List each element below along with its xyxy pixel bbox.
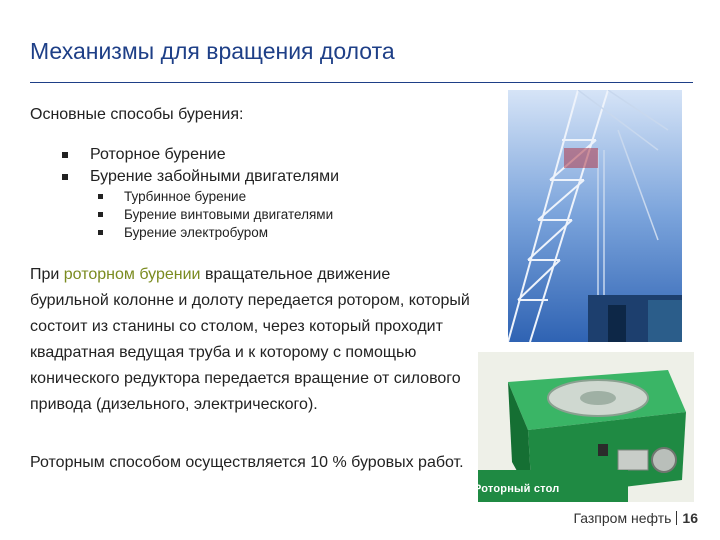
list-item [62, 166, 339, 188]
square-bullet-icon [62, 152, 68, 158]
highlighted-term: роторном бурении [63, 266, 201, 283]
title-divider [30, 82, 693, 83]
share-paragraph: Роторным способом осуществляется 10 % буровых работ. [30, 454, 464, 471]
footer-brand: Газпром нефть [573, 510, 672, 526]
list-item [98, 188, 333, 206]
drilling-rig-photo [508, 90, 682, 342]
drilling-methods-list [62, 144, 339, 188]
slide-footer [573, 510, 698, 526]
footer-divider [676, 511, 677, 525]
list-item-label: Турбинное бурение [124, 189, 247, 204]
slide-title: Механизмы для вращения долота [30, 38, 395, 64]
list-item-label: Бурение забойными двигателями [90, 168, 340, 185]
downhole-motor-sublist [98, 188, 333, 242]
list-item [98, 224, 333, 242]
square-bullet-icon [98, 194, 103, 199]
square-bullet-icon [98, 230, 103, 235]
paragraph-prefix: При [30, 266, 64, 283]
square-bullet-icon [98, 212, 103, 217]
rotary-table-photo [478, 352, 694, 502]
page-number: 16 [682, 510, 698, 526]
list-item [62, 144, 339, 166]
intro-text: Основные способы бурения: [30, 106, 244, 123]
paragraph-body: вращательное движение бурильной колонне и долоту передается ротором, который состоит из станины со столом, через который проходит квадратная ведущая труба и к которому с помощью конического редуктора передается вращение от силового привода (дизельного, электрического). [30, 266, 470, 413]
rotary-table-caption: Роторный стол [474, 483, 560, 495]
list-item [98, 206, 333, 224]
list-item-label: Бурение винтовыми двигателями [124, 207, 334, 222]
list-item-label: Роторное бурение [90, 146, 226, 163]
square-bullet-icon [62, 174, 68, 180]
rotary-drilling-paragraph [30, 262, 470, 418]
list-item-label: Бурение электробуром [124, 225, 268, 240]
